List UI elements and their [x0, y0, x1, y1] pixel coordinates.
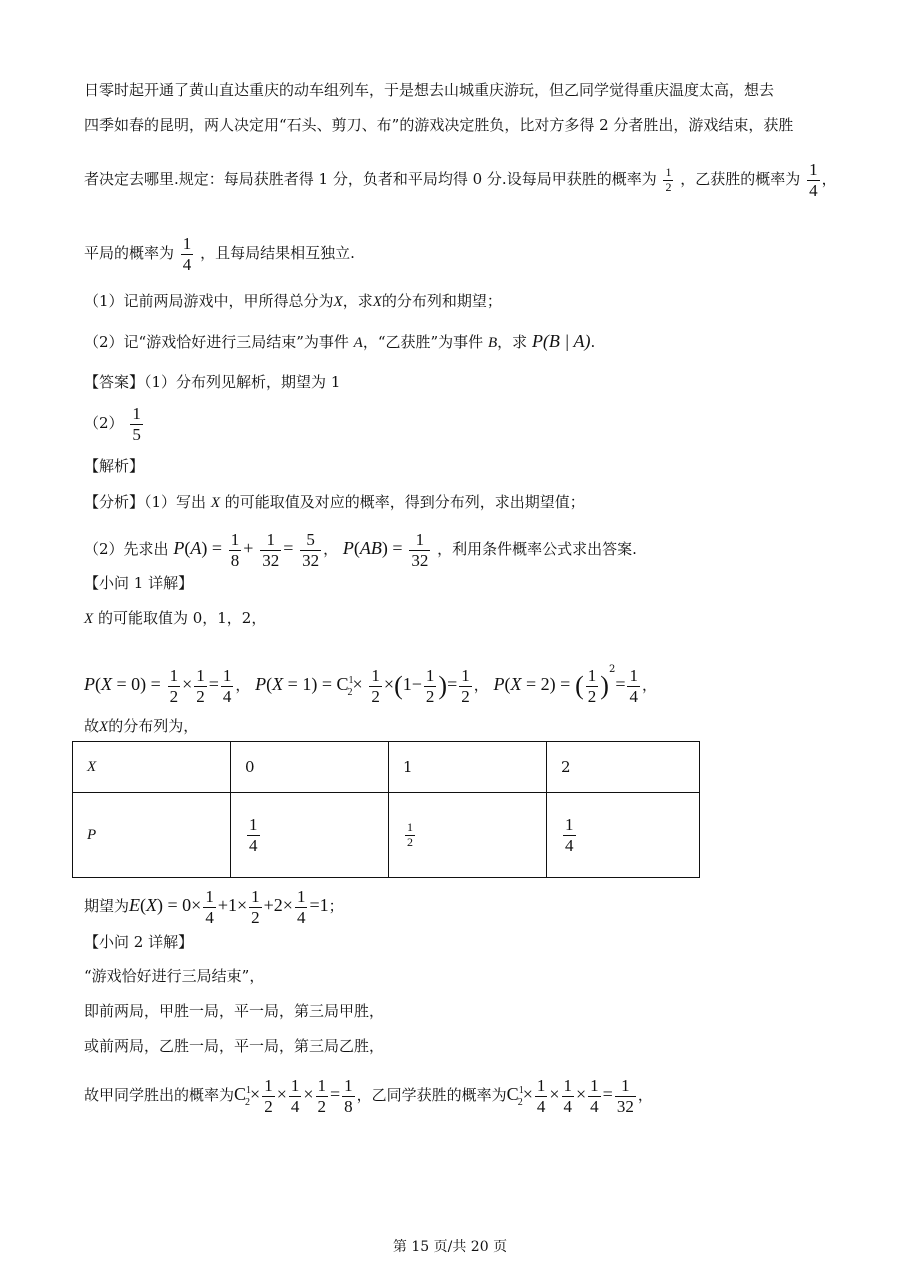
question-1: （1）记前两局游戏中，甲所得总分为X，求X的分布列和期望；	[84, 292, 502, 310]
probability-equations: P(X = 0) = $\frac{1}{2}$ × $\frac{1}{2}$ = $\frac{1}{4}$ ， $P(X = 1) = C^1_2\times$ $\frac{1}{2}$ ×(1− $\frac{1}{2}$ )= $\frac{1}{2}$ ， P(X = 2) = ( $\frac{1}{2}$ )$^2$= $\frac{1}{4}$ ，	[84, 664, 657, 706]
sub2-line-4: 故甲同学胜出的概率为$C^1_2\times$ $\frac{1}{2}$ × $\frac{1}{4}$ × $\frac{1}{2}$ = $\frac{1}{8}$ ，乙同学获胜的概率为$C^1_2\times$ $\frac{1}{4}$ × $\frac{1}{4}$ × $\frac{1}{4}$ = $\frac{1}{32}$ ，	[84, 1076, 653, 1116]
fraction: $\frac{1}{4}$	[809, 160, 818, 200]
answer-line-2: （2） $\frac{1}{5}$	[84, 404, 141, 444]
table-cell: P	[73, 793, 231, 878]
fenxi-line-2: （2）先求出 P(A) = $\frac{1}{8}$ + $\frac{1}{32}$ = $\frac{5}{32}$ ， P(AB) = $\frac{1}{32}$ ，利用条件概率公式求出答案.	[84, 530, 637, 570]
sub2-heading: 【小问 2 详解】	[84, 933, 194, 951]
table-row	[73, 793, 700, 878]
distribution-table	[72, 741, 700, 878]
table-cell: 0	[231, 742, 389, 793]
para-line-4: 平局的概率为 $\frac{1}{4}$ ，且每局结果相互独立.	[84, 234, 355, 274]
fenxi-line-1: 【分析】（1）写出 X 的可能取值及对应的概率，得到分布列，求出期望值；	[84, 493, 585, 511]
sub1-values: X 的可能取值为 0，1，2，	[84, 609, 267, 627]
table-cell: 2	[547, 742, 700, 793]
jiexi-heading: 【解析】	[84, 457, 145, 475]
sub1-heading: 【小问 1 详解】	[84, 574, 194, 592]
fraction: $\frac{1}{4}$	[182, 234, 192, 274]
fraction: $\frac{1}{5}$	[132, 404, 141, 444]
answer-line: 【答案】（1）分布列见解析，期望为 1	[84, 373, 341, 391]
question-2: （2）记“游戏恰好进行三局结束”为事件 A，“乙获胜”为事件 B，求 P(B | A).	[84, 331, 596, 351]
sub2-line-1: “游戏恰好进行三局结束”，	[84, 967, 265, 985]
fraction: $\frac{1}{2}$	[665, 164, 672, 194]
para-line-1: 日零时起开通了黄山直达重庆的动车组列车，于是想去山城重庆游玩，但乙同学觉得重庆温度太高，想去	[84, 81, 775, 99]
sub2-line-2: 即前两局，甲胜一局，平一局，第三局甲胜，	[84, 1002, 385, 1020]
table-cell: 1	[389, 742, 547, 793]
table-cell: X	[73, 742, 231, 793]
dist-intro: 故X的分布列为，	[84, 717, 199, 735]
page-footer: 第 15 页/共 20 页	[392, 1239, 508, 1255]
table-cell: $\frac{1}{2}$	[389, 793, 547, 878]
para-line-3: 者决定去哪里.规定：每局获胜者得 1 分，负者和平局均得 0 分.设每局甲获胜的概率为 $\frac{1}{2}$ ，乙获胜的概率为 $\frac{1}{4}$ ，	[84, 160, 837, 200]
table-row	[73, 742, 700, 793]
table-cell: $\frac{1}{4}$	[231, 793, 389, 878]
sub2-line-3: 或前两局，乙胜一局，平一局，第三局乙胜，	[84, 1037, 385, 1055]
expectation-line: 期望为E(X) = 0× $\frac{1}{4}$ +1× $\frac{1}{2}$ +2× $\frac{1}{4}$ =1；	[84, 887, 344, 927]
table-cell: $\frac{1}{4}$	[547, 793, 700, 878]
para-line-2: 四季如春的昆明，两人决定用“石头、剪刀、布”的游戏决定胜负，比对方多得 2 分者胜出，游戏结束，获胜	[84, 116, 794, 134]
